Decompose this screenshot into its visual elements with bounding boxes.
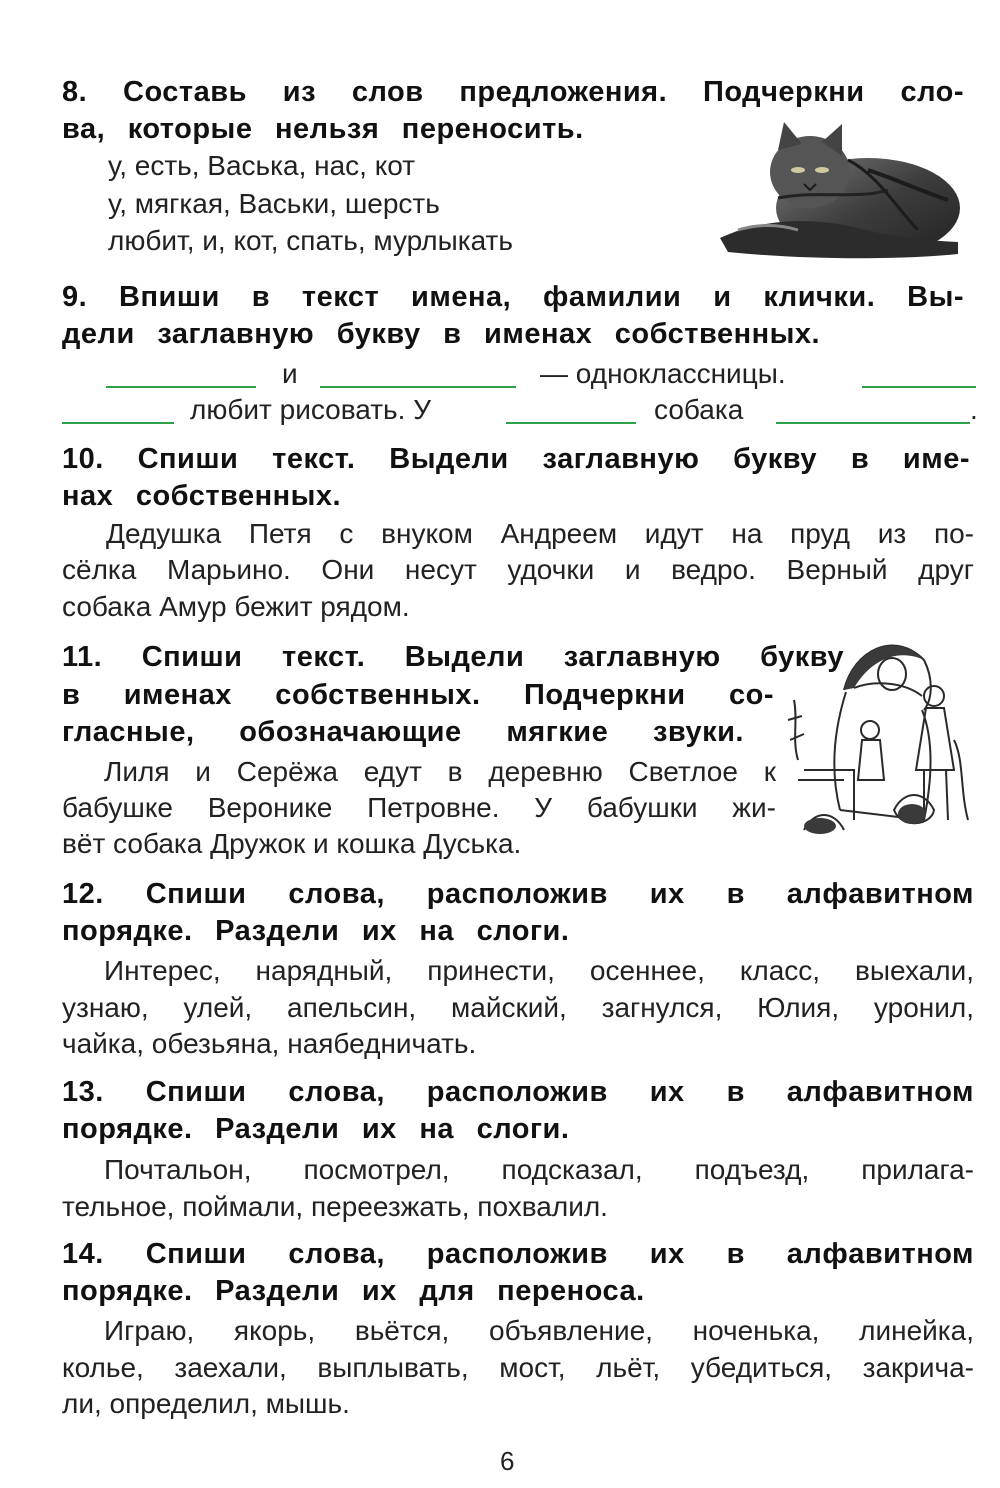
task-10-text-line-2: сёлка Марьино. Они несут удочки и ведро. Верный друг (62, 554, 974, 585)
blank-1[interactable] (106, 356, 256, 392)
task-10-text-line-1: Дедушка Петя с внуком Андреем идут на пруд из по- (106, 518, 974, 549)
task-10-heading-line-2: нах собственных. (62, 480, 342, 512)
blank-3[interactable] (862, 356, 976, 392)
page-number: 6 (500, 1446, 515, 1476)
task-14-text-line-3: ли, определил, мышь. (62, 1388, 350, 1419)
cat-illustration (718, 120, 964, 268)
task-12-text-line-1: Интерес, нарядный, принести, осеннее, класс, выехали, (104, 955, 974, 986)
task-13-heading-line-2: порядке. Раздели их на слоги. (62, 1113, 570, 1145)
task-11-text-line-3: вёт собака Дружок и кошка Дуська. (62, 828, 522, 859)
task-12-text-line-2: узнаю, улей, апельсин, майский, загнулся, Юлия, уронил, (62, 992, 974, 1023)
fill-dog: собака (654, 394, 744, 425)
task-10-text-line-3: собака Амур бежит рядом. (62, 591, 410, 622)
blank-2[interactable] (320, 356, 516, 392)
task-12-heading-line-1: 12. Спиши слова, расположив их в алфавитном (62, 878, 974, 910)
task-8-text-line-1: у, есть, Васька, нас, кот (108, 150, 416, 181)
task-13-heading-line-1: 13. Спиши слова, расположив их в алфавитном (62, 1076, 974, 1108)
task-9-fill-line-2 (0, 392, 1000, 428)
task-14-text-line-1: Играю, якорь, вьётся, объявление, ноченька, линейка, (104, 1315, 974, 1346)
task-11-heading-line-2: в именах собственных. Подчеркни со- (62, 679, 774, 711)
task-8-text-line-3: любит, и, кот, спать, мурлыкать (108, 225, 513, 256)
grandmother-children-illustration (784, 620, 976, 848)
task-8-heading-line-1: 8. Составь из слов предложения. Подчеркни сло- (62, 76, 964, 108)
task-12-heading-line-2: порядке. Раздели их на слоги. (62, 915, 570, 947)
task-13-text-line-1: Почтальон, посмотрел, подсказал, подъезд, прилага- (104, 1154, 974, 1185)
fill-period: . (970, 394, 978, 425)
task-12-text-line-3: чайка, обезьяна, наябедничать. (62, 1028, 477, 1059)
blank-4[interactable] (62, 392, 174, 428)
task-9-heading-line-2: дели заглавную букву в именах собственных. (62, 318, 821, 350)
task-11-heading-line-3: гласные, обозначающие мягкие звуки. (62, 716, 744, 748)
task-14-text-line-2: колье, заехали, выплывать, мост, льёт, убедиться, закрича- (62, 1352, 974, 1383)
task-11-text-line-2: бабушке Веронике Петровне. У бабушки жи- (62, 792, 776, 823)
task-10-heading-line-1: 10. Спиши текст. Выдели заглавную букву в име- (62, 443, 970, 475)
task-9-heading-line-1: 9. Впиши в текст имена, фамилии и клички. Вы- (62, 281, 964, 313)
fill-likes-drawing: любит рисовать. У (190, 394, 431, 425)
task-8-text-line-2: у, мягкая, Васьки, шерсть (108, 188, 440, 219)
task-14-heading-line-1: 14. Спиши слова, расположив их в алфавитном (62, 1238, 974, 1270)
blank-5[interactable] (506, 392, 636, 428)
fill-classmates: — одноклассницы. (540, 358, 786, 389)
blank-6[interactable] (776, 392, 970, 428)
task-8-heading-line-2: ва, которые нельзя переносить. (62, 113, 584, 145)
task-14-heading-line-2: порядке. Раздели их для переноса. (62, 1275, 645, 1307)
fill-word-i: и (282, 358, 298, 389)
task-13-text-line-2: тельное, поймали, переезжать, похвалил. (62, 1191, 608, 1222)
task-9-fill-line-1 (0, 356, 1000, 392)
task-11-heading-line-1: 11. Спиши текст. Выдели заглавную букву (62, 641, 844, 673)
task-11-text-line-1: Лиля и Серёжа едут в деревню Светлое к (104, 756, 776, 787)
